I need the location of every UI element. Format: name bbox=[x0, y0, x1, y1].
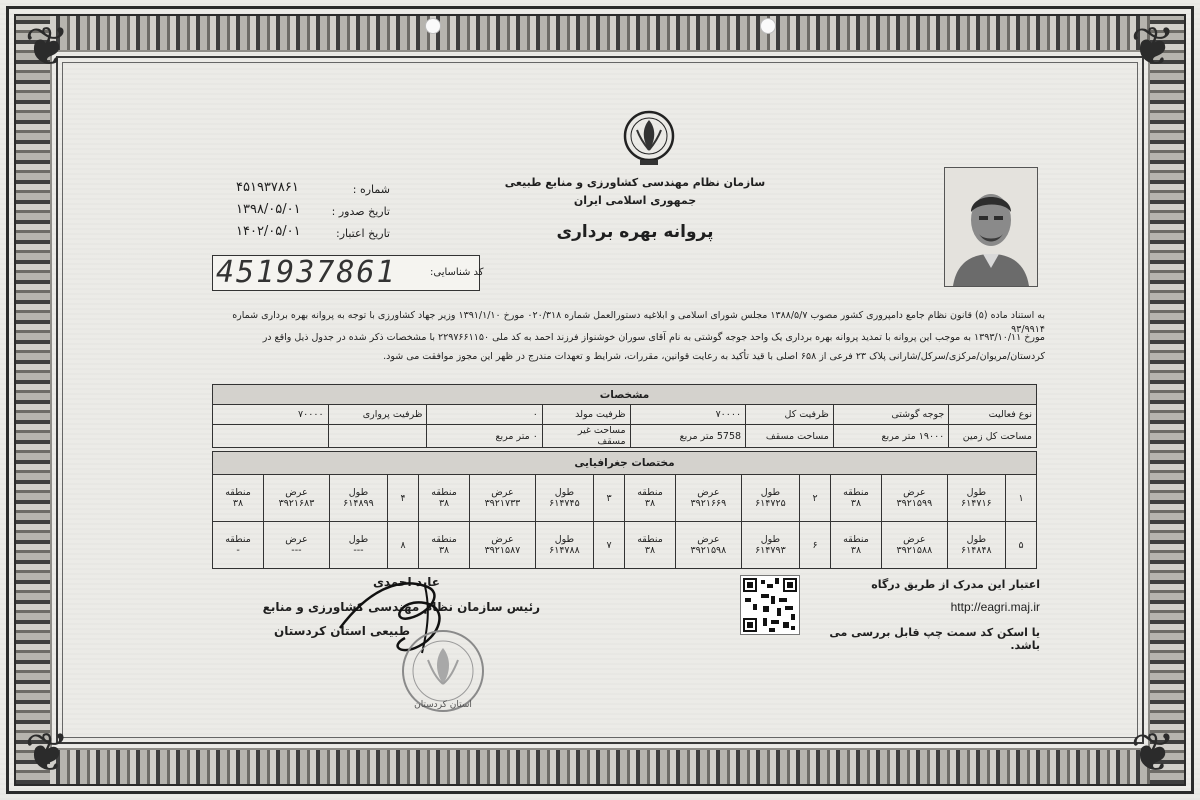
geo-coordinates-table bbox=[212, 451, 1037, 569]
zone-value: ۳۸ bbox=[438, 498, 450, 509]
zone-value: ۳۸ bbox=[850, 545, 862, 556]
longitude-label: طول bbox=[348, 534, 369, 545]
latitude-value: ۳۹۲۱۶۶۹ bbox=[690, 498, 727, 509]
breeding-capacity-label: ظرفیت مولد bbox=[542, 405, 630, 425]
zone-value: ۳۸ bbox=[438, 545, 450, 556]
issue-date-value: ۱۳۹۸/۰۵/۰۱ bbox=[236, 202, 301, 217]
band-top-pattern bbox=[16, 16, 1184, 50]
land-area-label: مساحت کل زمین bbox=[949, 425, 1037, 448]
fattening-capacity-label: ظرفیت پرواری bbox=[328, 405, 427, 425]
longitude-value: ۶۱۴۷۲۵ bbox=[755, 498, 786, 509]
point-coords bbox=[213, 522, 264, 569]
fattening-capacity-value: ۷۰۰۰۰ bbox=[213, 405, 329, 425]
zone-label: منطقه bbox=[225, 487, 251, 498]
signer-name: عابد احمدی bbox=[372, 575, 440, 589]
longitude-label: طول bbox=[966, 534, 987, 545]
latitude-label: عرض bbox=[491, 487, 514, 498]
latitude-label: عرض bbox=[697, 534, 720, 545]
point-coords bbox=[535, 522, 593, 569]
table-row bbox=[213, 425, 1037, 448]
longitude-value: ۶۱۴۸۴۸ bbox=[961, 545, 992, 556]
longitude-value: ۶۱۴۷۸۸ bbox=[549, 545, 580, 556]
specifications-table bbox=[212, 384, 1037, 448]
point-coords bbox=[470, 522, 536, 569]
signer-title-line-2: طبیعی استان کردستان bbox=[274, 624, 410, 638]
longitude-value: ۶۱۴۷۱۶ bbox=[961, 498, 992, 509]
corner-ornament-icon: ❦ bbox=[24, 15, 70, 78]
point-index: ۱ bbox=[1006, 475, 1037, 522]
latitude-label: عرض bbox=[903, 534, 926, 545]
organization-subtitle: جمهوری اسلامی ایران bbox=[573, 194, 697, 207]
longitude-value: --- bbox=[353, 545, 364, 556]
organization-title: سازمان نظام مهندسی کشاورزی و منابع طبیعی bbox=[504, 176, 766, 189]
point-index: ۲ bbox=[800, 475, 831, 522]
specifications-title: مشخصات bbox=[213, 385, 1037, 405]
unroofed-area-value: ۰ متر مربع bbox=[427, 425, 542, 448]
organization-emblem-icon bbox=[620, 108, 678, 168]
band-bottom-pattern bbox=[16, 750, 1184, 784]
point-coords bbox=[419, 475, 470, 522]
validity-date-value: ۱۴۰۲/۰۵/۰۱ bbox=[236, 224, 301, 239]
zone-label: منطقه bbox=[843, 487, 869, 498]
latitude-value: ۳۹۲۱۷۳۳ bbox=[484, 498, 521, 509]
zone-label: منطقه bbox=[431, 534, 457, 545]
point-index: ۸ bbox=[388, 522, 419, 569]
point-coords bbox=[264, 475, 330, 522]
verification-scan-text: یا اسکن کد سمت چپ قابل بررسی می باشد. bbox=[829, 626, 1040, 652]
latitude-value: ۳۹۲۱۶۸۳ bbox=[278, 498, 315, 509]
zone-label: منطقه bbox=[431, 487, 457, 498]
zone-value: ۳۸ bbox=[644, 498, 656, 509]
latitude-label: عرض bbox=[697, 487, 720, 498]
point-coords bbox=[470, 475, 536, 522]
validity-date-label: تاریخ اعتبار: bbox=[335, 227, 390, 240]
band-right-pattern bbox=[1150, 16, 1184, 784]
latitude-value: ۳۹۲۱۵۹۸ bbox=[690, 545, 727, 556]
corner-ornament-icon: ❦ bbox=[24, 721, 70, 784]
point-coords bbox=[329, 522, 387, 569]
latitude-value: ۳۹۲۱۵۸۷ bbox=[484, 545, 521, 556]
table-row bbox=[213, 475, 1037, 522]
stamp-label: استان کردستان bbox=[414, 700, 472, 710]
punch-hole bbox=[425, 18, 441, 34]
point-index: ۳ bbox=[594, 475, 625, 522]
identification-code-value: 451937861 bbox=[216, 255, 397, 290]
zone-label: منطقه bbox=[843, 534, 869, 545]
point-coords bbox=[947, 475, 1005, 522]
verification-text: اعتبار این مدرک از طریق درگاه bbox=[871, 578, 1040, 591]
legal-text-line-1: به استناد ماده (۵) قانون نظام جامع دامپروری کشور مصوب ۱۳۸۸/۵/۷ مجلس شورای اسلامی و ابلاغیه دستورالعمل شماره ۰۲۰/۳۱۸ مورخ ۱۳۹۱/۱/۱۰ وزیر جهاد کشاورزی با توجه به پروانه بهره برداری شماره ۹۳/۹۹۱۴ bbox=[232, 310, 1045, 335]
latitude-label: عرض bbox=[285, 534, 308, 545]
activity-type-value: جوجه گوشتی bbox=[833, 405, 948, 425]
longitude-value: ۶۱۴۸۹۹ bbox=[343, 498, 374, 509]
longitude-value: ۶۱۴۷۴۵ bbox=[549, 498, 580, 509]
latitude-label: عرض bbox=[491, 534, 514, 545]
longitude-label: طول bbox=[760, 534, 781, 545]
geo-coordinates-title: مختصات جغرافیایی bbox=[213, 452, 1037, 475]
activity-type-label: نوع فعالیت bbox=[949, 405, 1037, 425]
table-row bbox=[213, 405, 1037, 425]
zone-label: منطقه bbox=[225, 534, 251, 545]
legal-text-line-2: مورخ ۱۳۹۳/۱۰/۱۱ به موجب این پروانه با تمدید پروانه بهره برداری یک واحد جوجه گوشتی به نام آقای سوران خوشنواز فرزند احمد به کد ملی ۲۲۹۷۶۶۱۱۵۰ با مشخصات ذکر شده در جدول ذیل واقع در bbox=[262, 332, 1045, 343]
point-coords bbox=[831, 475, 882, 522]
qr-code-icon[interactable] bbox=[740, 575, 800, 635]
point-coords bbox=[419, 522, 470, 569]
legal-text-line-3: کردستان/مریوان/مرکزی/سرکل/شارانی پلاک ۲۳ فرعی از ۶۵۸ اصلی با قید تأکید به رعایت قوانین، مقررات، شرایط و تعهدات مندرج در ظهر این مجوز موافقت می شود. bbox=[383, 351, 1045, 362]
latitude-value: ۳۹۲۱۵۸۸ bbox=[896, 545, 933, 556]
corner-ornament-icon: ❦ bbox=[1130, 721, 1176, 784]
corner-ornament-icon: ❦ bbox=[1130, 15, 1176, 78]
document-title: پروانه بهره برداری bbox=[556, 222, 714, 242]
zone-value: ۳۸ bbox=[232, 498, 244, 509]
point-coords bbox=[329, 475, 387, 522]
latitude-value: ۳۹۲۱۵۹۹ bbox=[896, 498, 933, 509]
zone-value: - bbox=[236, 545, 240, 556]
unroofed-area-label: مساحت غیر مسقف bbox=[542, 425, 630, 448]
identification-code-label: کد شناسایی: bbox=[430, 267, 484, 278]
signer-title-line-1: رئیس سازمان نظام مهندسی کشاورزی و منابع bbox=[262, 600, 540, 614]
verification-link[interactable]: http://eagri.maj.ir bbox=[950, 600, 1040, 614]
point-index: ۵ bbox=[1006, 522, 1037, 569]
longitude-value: ۶۱۴۷۹۳ bbox=[755, 545, 786, 556]
number-value: ۴۵۱۹۳۷۸۶۱ bbox=[236, 180, 299, 195]
point-coords bbox=[741, 475, 799, 522]
punch-hole bbox=[760, 18, 776, 34]
point-coords bbox=[741, 522, 799, 569]
point-coords bbox=[676, 475, 742, 522]
total-capacity-label: ظرفیت کل bbox=[746, 405, 834, 425]
zone-value: ۳۸ bbox=[644, 545, 656, 556]
zone-label: منطقه bbox=[637, 487, 663, 498]
point-index: ۷ bbox=[594, 522, 625, 569]
breeding-capacity-value: ۰ bbox=[427, 405, 542, 425]
number-label: شماره : bbox=[352, 183, 390, 196]
point-coords bbox=[831, 522, 882, 569]
point-coords bbox=[264, 522, 330, 569]
roofed-area-label: مساحت مسقف bbox=[746, 425, 834, 448]
empty-cell bbox=[213, 425, 329, 448]
point-coords bbox=[676, 522, 742, 569]
holder-photo bbox=[944, 167, 1038, 287]
point-coords bbox=[625, 522, 676, 569]
longitude-label: طول bbox=[966, 487, 987, 498]
longitude-label: طول bbox=[554, 487, 575, 498]
issue-date-label: تاریخ صدور : bbox=[331, 205, 390, 218]
point-coords bbox=[881, 475, 947, 522]
point-coords bbox=[535, 475, 593, 522]
zone-label: منطقه bbox=[637, 534, 663, 545]
zone-value: ۳۸ bbox=[850, 498, 862, 509]
latitude-label: عرض bbox=[285, 487, 308, 498]
point-coords bbox=[213, 475, 264, 522]
band-left-pattern bbox=[16, 16, 50, 784]
empty-cell bbox=[328, 425, 427, 448]
table-row bbox=[213, 522, 1037, 569]
longitude-label: طول bbox=[554, 534, 575, 545]
roofed-area-value: 5758 متر مربع bbox=[630, 425, 745, 448]
latitude-label: عرض bbox=[903, 487, 926, 498]
point-coords bbox=[947, 522, 1005, 569]
land-area-value: ۱۹۰۰۰ متر مربع bbox=[833, 425, 948, 448]
point-coords bbox=[881, 522, 947, 569]
total-capacity-value: ۷۰۰۰۰ bbox=[630, 405, 745, 425]
longitude-label: طول bbox=[348, 487, 369, 498]
point-index: ۶ bbox=[800, 522, 831, 569]
point-index: ۴ bbox=[388, 475, 419, 522]
point-coords bbox=[625, 475, 676, 522]
longitude-label: طول bbox=[760, 487, 781, 498]
latitude-value: --- bbox=[291, 545, 302, 556]
